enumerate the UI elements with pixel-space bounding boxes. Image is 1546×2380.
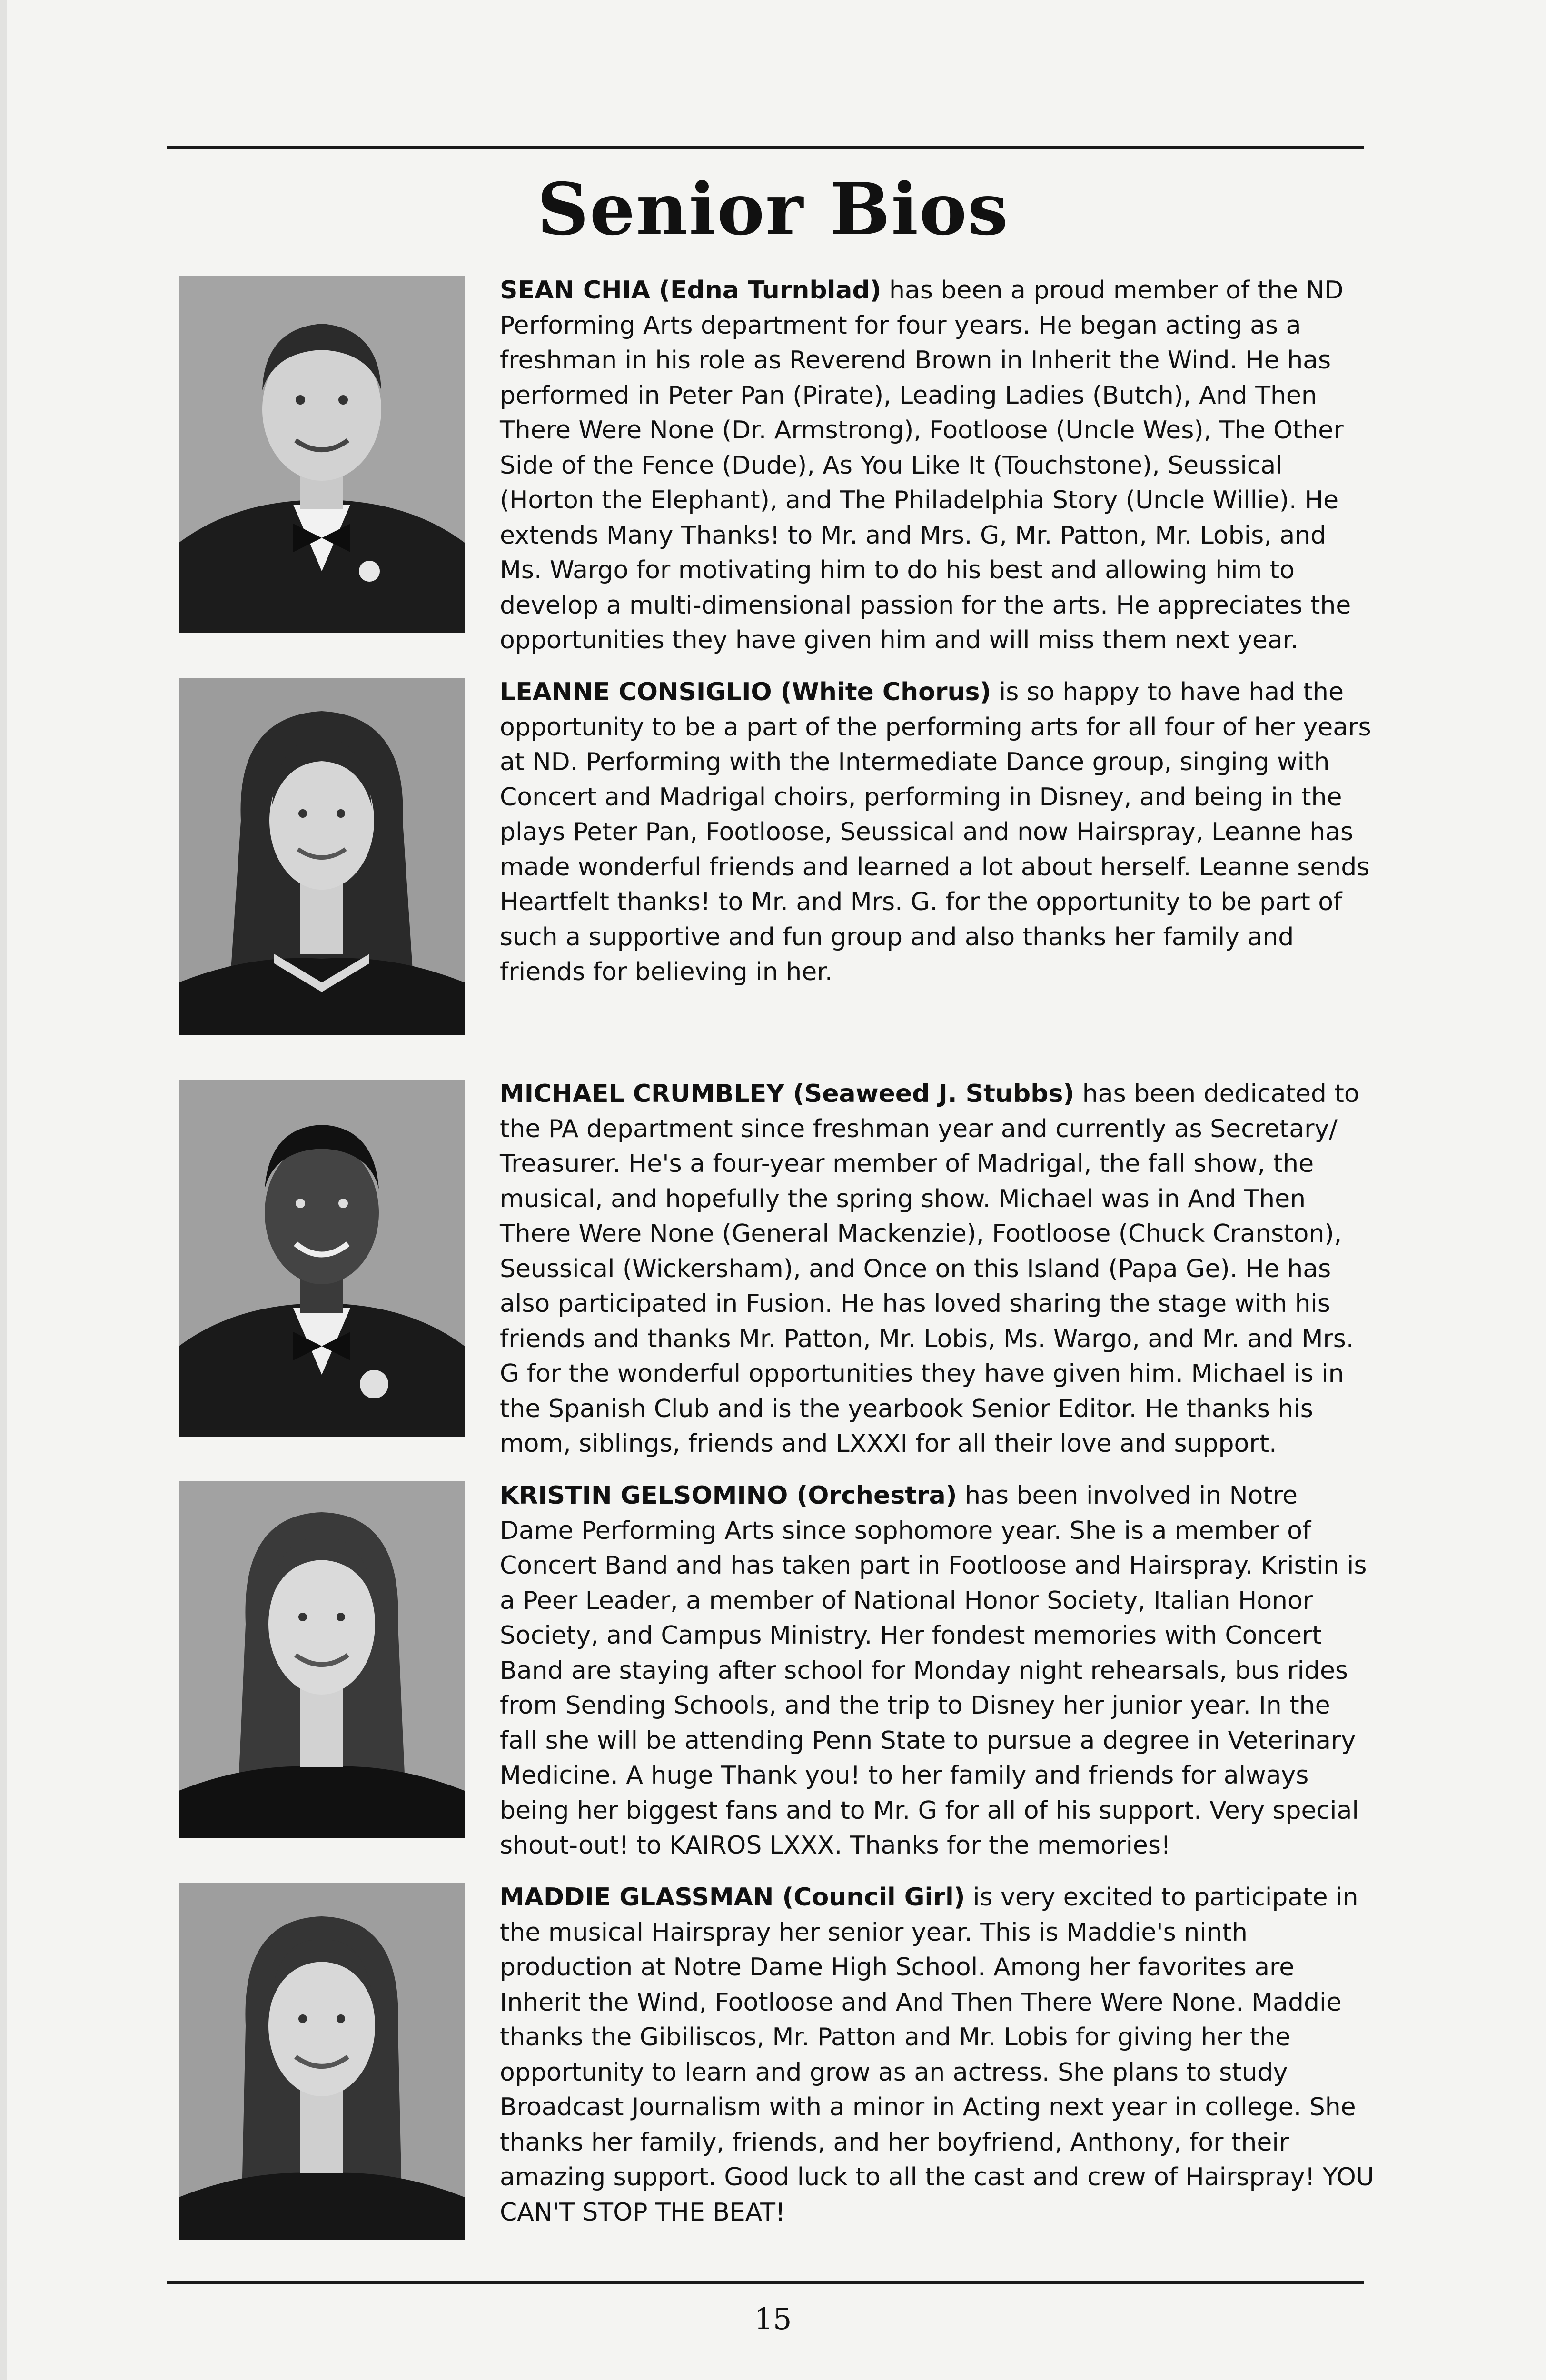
bio-body: is so happy to have had the opportunity to be a part of the performing arts for all four of her years at ND. Performing with the Intermediate Dance group, singing with Concert and Madrigal choirs, performing in Disney, and being in the plays Peter Pan, Footloose, Seussical and now Hairspray, Leanne has made wonderful friends and learned a lot about herself. Leanne sends Heartfelt thanks! to Mr. and Mrs. G. for the opportunity to be part of such a supportive and fun group and also thanks her family and friends for believing in her. <box>500 678 1371 986</box>
portrait-female-long-hair <box>179 678 465 1035</box>
senior-portrait-photo <box>179 276 465 633</box>
page-number: 15 <box>754 2301 792 2336</box>
top-rule <box>167 146 1364 149</box>
bio-text <box>500 1077 1376 1462</box>
bio-body: is very excited to participate in the musical Hairspray her senior year. This is Maddie's ninth production at Notre Dame High School. Among her favorites are Inherit the Wind, Footloose and And Then There Were None. Maddie thanks the Gibiliscos, Mr. Patton and Mr. Lobis for giving her the opportunity to learn and grow as an actress. She plans to study Broadcast Journalism with a minor in Acting next year in college. She thanks her family, friends, and her boyfriend, Anthony, for their amazing support. Good luck to all the cast and crew of Hairspray! YOU CAN'T STOP THE BEAT! <box>500 1883 1374 2227</box>
portrait-female-long-hair <box>179 1883 465 2240</box>
bio-body: has been dedicated to the PA department since freshman year and currently as Secretary/ Treasurer. He's a four-year member of Madrigal, the fall show, the musical, and hopefully the spring show. Michael was in And Then There Were None (General Mackenzie), Footloose (Chuck Cranston), Seussical (Wickersham), and Once on this Island (Papa Ge). He has also participated in Fusion. He has loved sharing the stage with his friends and thanks Mr. Patton, Mr. Lobis, Ms. Wargo, and Mr. and Mrs. G for the wonderful opportunities they have given him. Michael is in the Spanish Club and is the yearbook Senior Editor. He thanks his mom, siblings, friends and LXXXI for all their love and support. <box>500 1080 1359 1458</box>
bio-entry <box>0 1481 1546 1860</box>
bio-entry <box>0 276 1546 654</box>
page-title: Senior Bios <box>537 168 1009 251</box>
bio-body: has been involved in Notre Dame Performing Arts since sophomore year. She is a member of Concert Band and has taken part in Footloose and Hairspray. Kristin is a Peer Leader, a member of National Honor Society, Italian Honor Society, and Campus Ministry. Her fondest memories with Concert Band are staying after school for Monday night rehearsals, bus rides from Sending Schools, and the trip to Disney her junior year. In the fall she will be attending Penn State to pursue a degree in Veterinary Medicine. A huge Thank you! to her family and friends for always being her biggest fans and to Mr. G for all of his support. Very special shout-out! to KAIROS LXXX. Thanks for the memories! <box>500 1481 1367 1860</box>
bio-text <box>500 1478 1376 1864</box>
portrait-female-long-hair <box>179 1481 465 1838</box>
bio-text <box>500 675 1376 990</box>
senior-portrait-photo <box>179 1883 465 2240</box>
senior-name-role: LEANNE CONSIGLIO (White Chorus) <box>500 678 991 706</box>
senior-portrait-photo <box>179 678 465 1035</box>
bio-entry <box>0 678 1546 1040</box>
bio-entry <box>0 1080 1546 1458</box>
bio-text <box>500 273 1376 658</box>
bottom-rule <box>167 2281 1364 2284</box>
bio-body: has been a proud member of the ND Performing Arts department for four years. He began acting as a freshman in his role as Reverend Brown in Inherit the Wind. He has performed in Peter Pan (Pirate), Leading Ladies (Butch), And Then There Were None (Dr. Armstrong), Footloose (Uncle Wes), The Other Side of the Fence (Dude), As You Like It (Touchstone), Seussical (Horton the Elephant), and The Philadelphia Story (Uncle Willie). He extends Many Thanks! to Mr. and Mrs. G, Mr. Patton, Mr. Lobis, and Ms. Wargo for motivating him to do his best and allowing him to develop a multi-dimensional passion for the arts. He appreciates the opportunities they have given him and will miss them next year. <box>500 276 1351 654</box>
senior-name-role: MADDIE GLASSMAN (Council Girl) <box>500 1883 965 1912</box>
bio-text <box>500 1880 1376 2230</box>
senior-name-role: SEAN CHIA (Edna Turnblad) <box>500 276 882 305</box>
senior-portrait-photo <box>179 1080 465 1437</box>
senior-name-role: MICHAEL CRUMBLEY (Seaweed J. Stubbs) <box>500 1080 1075 1108</box>
bio-entry <box>0 1883 1546 2245</box>
portrait-male-tuxedo <box>179 1080 465 1437</box>
senior-portrait-photo <box>179 1481 465 1838</box>
portrait-male-tuxedo <box>179 276 465 633</box>
senior-name-role: KRISTIN GELSOMINO (Orchestra) <box>500 1481 957 1510</box>
